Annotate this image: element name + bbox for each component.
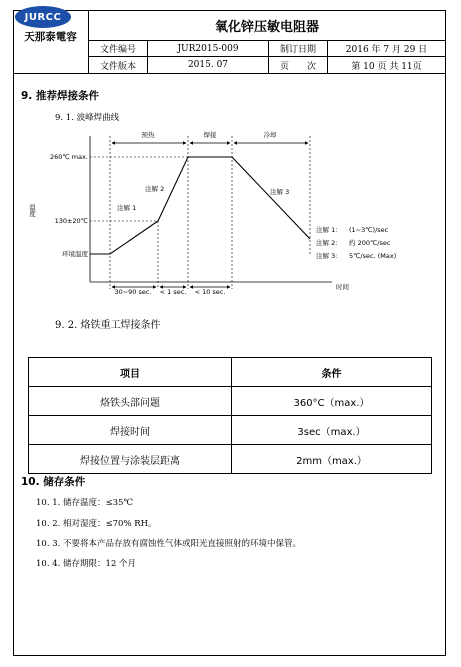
phase-preheat: 预热: [141, 131, 155, 139]
company-name: 天那泰電容: [24, 31, 77, 43]
note-1-label: 注解 1: [117, 204, 137, 212]
section-9-1-title: 9. 1. 波峰焊曲线: [55, 113, 120, 123]
legend-note-2-value: 约 200℃/sec: [349, 239, 391, 247]
storage-item-1: 10. 1. 储存温度：≤35℃: [36, 498, 133, 508]
tick-260: 260℃ max.: [49, 153, 88, 161]
x-axis-label: 时间: [336, 283, 349, 291]
legend-note-2-label: 注解 2：: [316, 239, 342, 247]
table-header-row: [29, 358, 432, 387]
table-cell-condition: 360°C（max.）: [232, 387, 432, 416]
table-header-condition: 条件: [232, 358, 432, 387]
page-label: 页 次: [279, 61, 316, 72]
legend-note-1-label: 注解 1：: [316, 226, 342, 234]
interval-solder: < 10 sec.: [194, 288, 226, 296]
phase-soldering: 焊接: [203, 131, 217, 139]
phase-arrows: [112, 143, 308, 287]
legend-note-3-label: 注解 3：: [316, 252, 342, 260]
version-value: 2015. 07: [187, 60, 229, 70]
page-value: 第 10 页 共 11页: [351, 61, 422, 72]
note-3-label: 注解 3: [270, 188, 290, 196]
company-logo: JURCC: [15, 6, 71, 28]
tick-ambient: 环境温度: [62, 250, 88, 258]
section-9-2-title: 9. 2. 烙铁重工焊接条件: [55, 320, 161, 331]
table-cell-condition: 3sec（max.）: [232, 416, 432, 445]
phase-cooling: 冷却: [263, 131, 277, 139]
interval-ramp: < 1 sec.: [159, 288, 187, 296]
table-cell-item: 焊接位置与涂装层距离: [29, 445, 232, 474]
y-axis-label: 温度: [28, 204, 36, 217]
table-cell-item: 焊接时间: [29, 416, 232, 445]
doc-no-value: JUR2015-009: [177, 43, 239, 54]
table-cell-condition: 2mm（max.）: [232, 445, 432, 474]
interval-preheat: 30~90 sec.: [114, 288, 152, 296]
storage-item-2: 10. 2. 相对湿度：≤70% RH。: [36, 519, 157, 529]
storage-item-4: 10. 4. 储存期限：12 个月: [36, 559, 137, 569]
doc-no-label: 文件编号: [99, 45, 136, 55]
date-value: 2016 年 7 月 29 日: [345, 45, 428, 55]
legend-note-3-value: 5℃/sec. (Max): [349, 252, 397, 260]
table-row: [29, 416, 432, 445]
wave-soldering-chart: [20, 124, 450, 304]
note-2-label: 注解 2: [145, 185, 165, 193]
version-label: 文件版本: [99, 61, 136, 72]
date-label: 制订日期: [279, 45, 316, 55]
storage-item-3: 10. 3. 不要将本产品存放有腐蚀性气体或阳光直接照射的环境中保管。: [36, 539, 302, 549]
guide-lines: [90, 136, 310, 289]
table-header-item: 项目: [29, 358, 232, 387]
table-row: [29, 445, 432, 474]
table-cell-item: 烙铁头部问题: [29, 387, 232, 416]
tick-130: 130±20℃: [54, 217, 88, 225]
table-row: [29, 387, 432, 416]
soldering-iron-table: [28, 357, 432, 474]
section-10-heading: 10. 储存条件: [21, 476, 86, 488]
legend-note-1-value: (1~3℃)/sec: [349, 226, 389, 234]
document-title: 氧化锌压敏电阻器: [214, 20, 319, 35]
section-9-heading: 9. 推荐焊接条件: [21, 90, 99, 102]
